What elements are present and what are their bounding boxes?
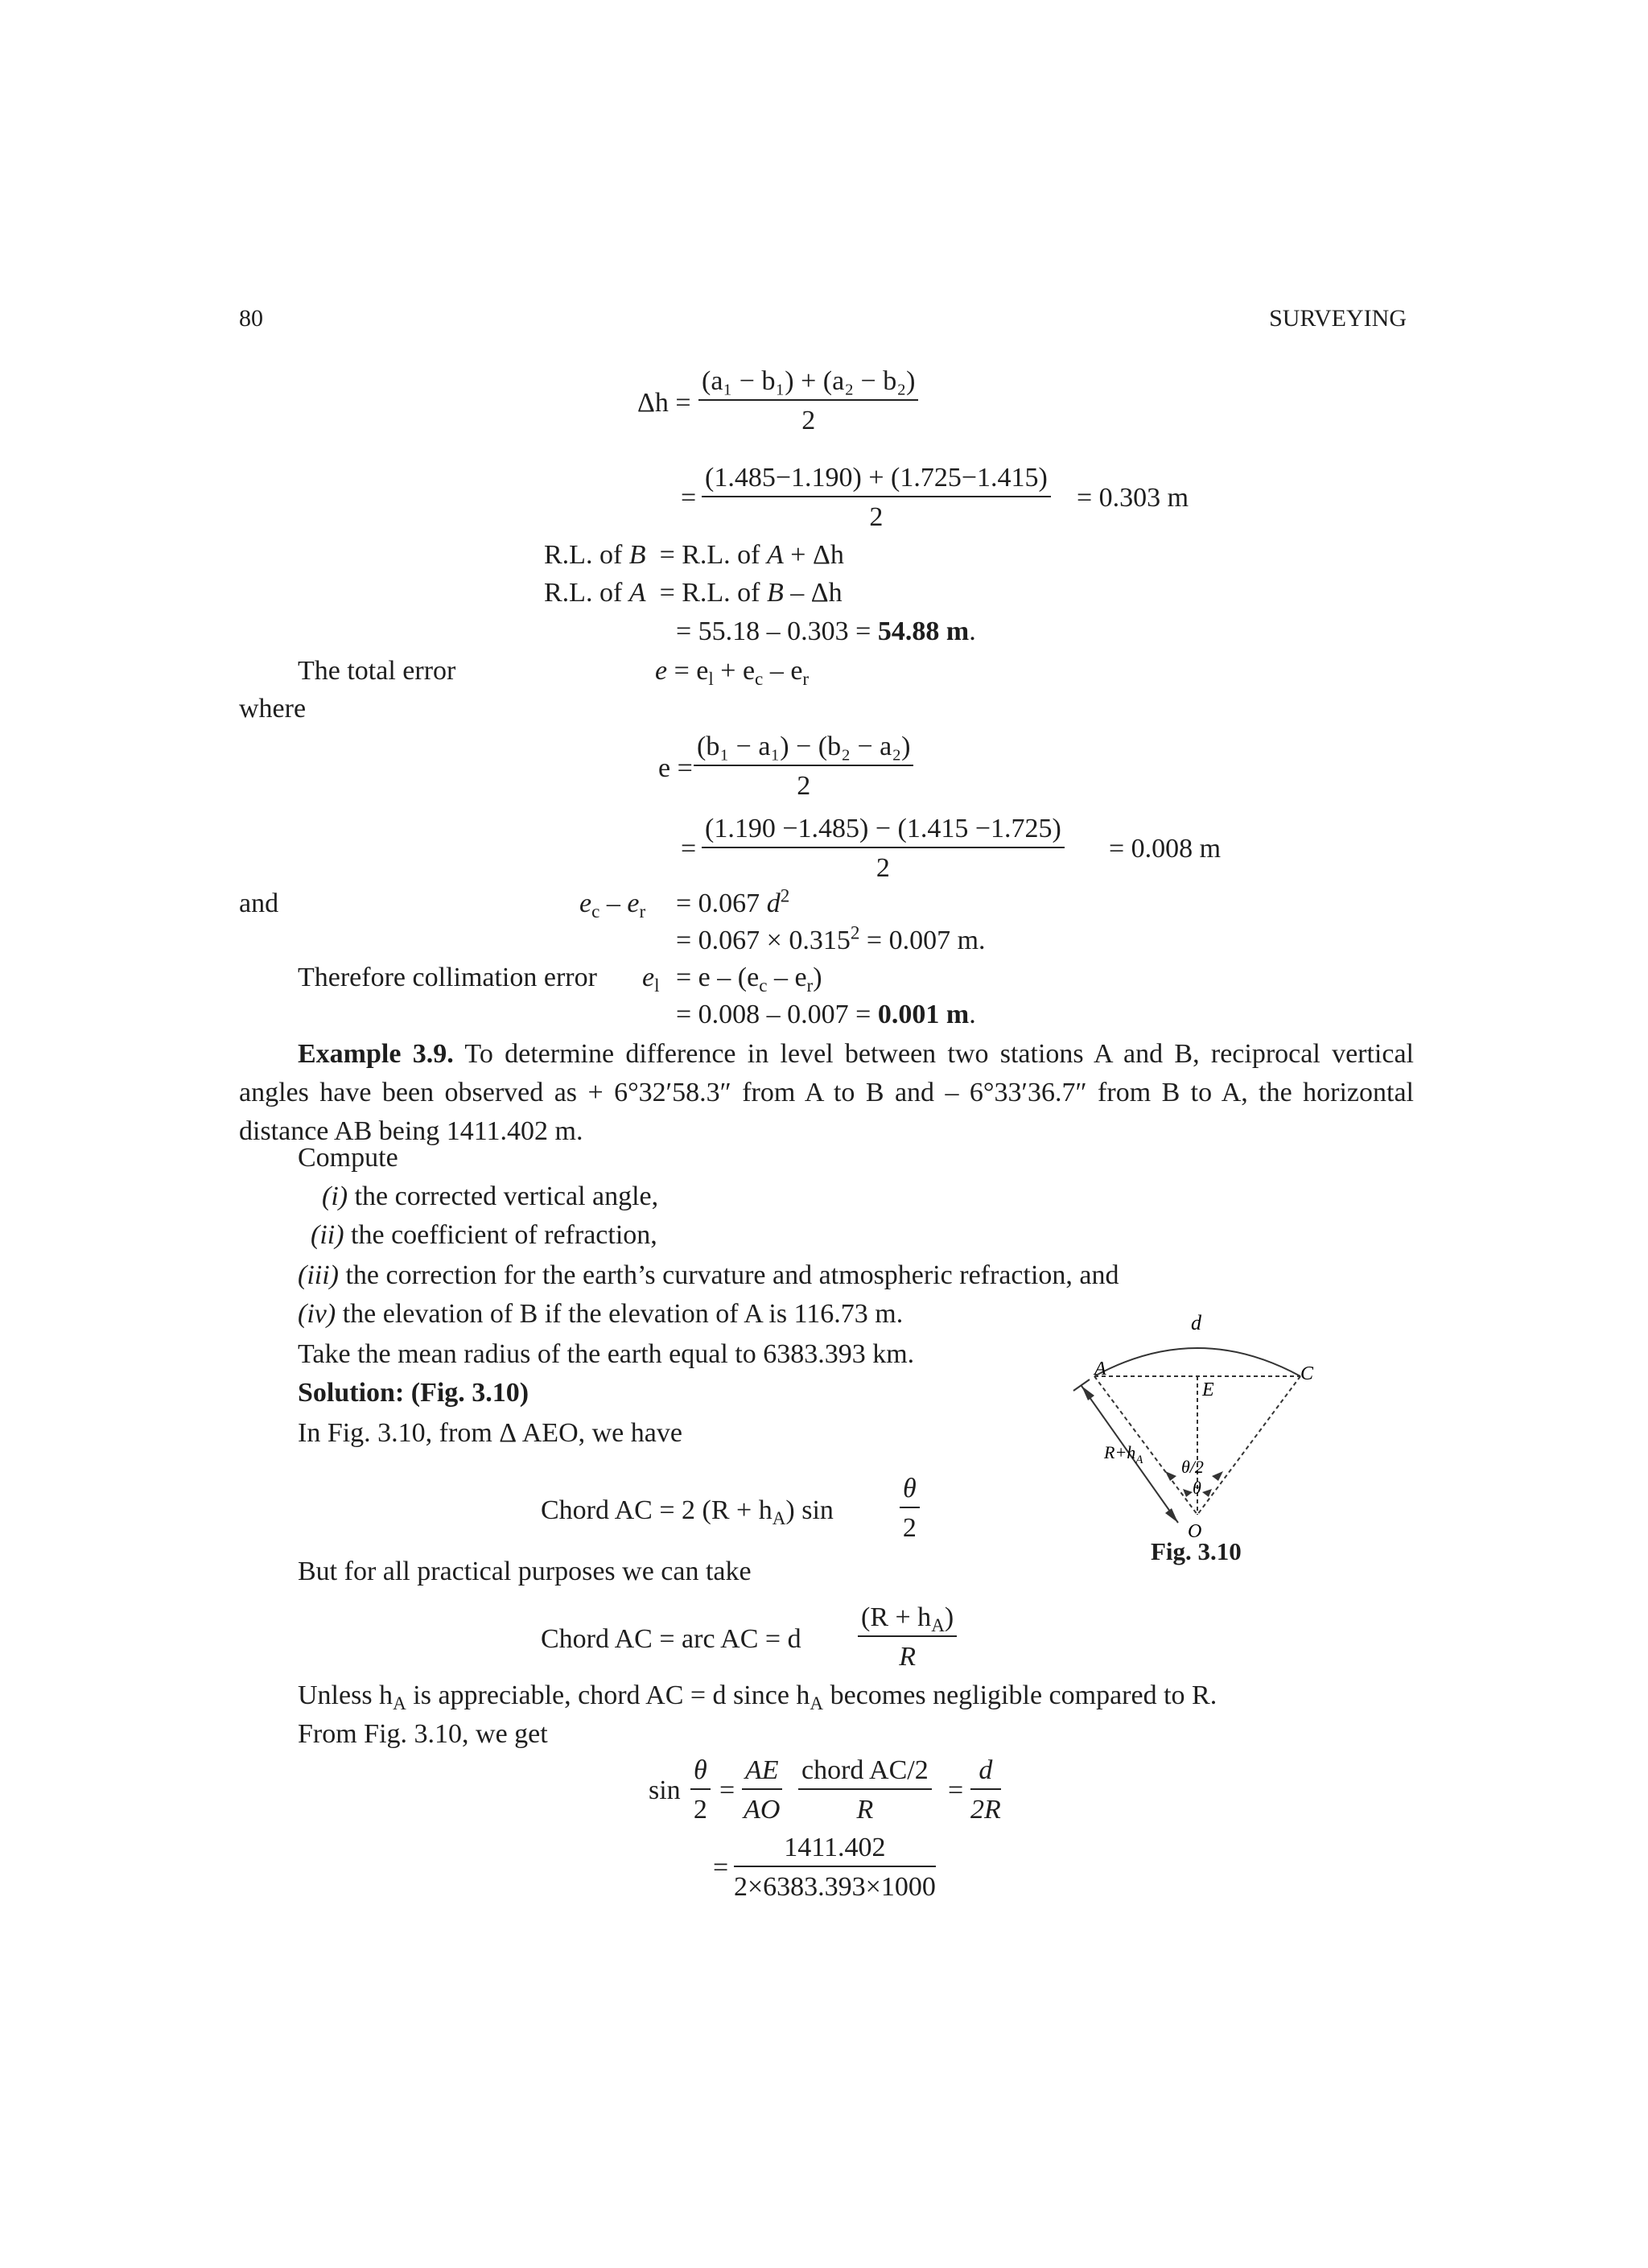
angle-arrow-2 xyxy=(1212,1471,1223,1481)
rl-line-2: R.L. of A = R.L. of B – Δh xyxy=(544,578,843,608)
take-radius: Take the mean radius of the earth equal to 6383.393 km. xyxy=(298,1339,915,1369)
e-fraction xyxy=(694,729,913,805)
angle-arrow-3 xyxy=(1183,1489,1193,1497)
d-2r-fraction: d 2R xyxy=(970,1755,1001,1825)
e-numeric-fraction xyxy=(702,811,1065,887)
dimension-arrow-top xyxy=(1082,1386,1094,1400)
e-numerator: (b₁ − a₁) − (b₂ − a₂) xyxy=(697,732,911,761)
label-a: A xyxy=(1094,1359,1106,1379)
sin-eq-2: = xyxy=(948,1775,964,1805)
delta-h-numerator: (a₁ − b₁) + (a₂ − b₂) xyxy=(702,366,916,396)
collimation-label: Therefore collimation error xyxy=(298,963,597,992)
label-theta: θ xyxy=(1193,1478,1201,1498)
compute-item-2: (ii) the coefficient of refraction, xyxy=(311,1220,657,1250)
solution-intro: In Fig. 3.10, from Δ AEO, we have xyxy=(298,1418,682,1448)
chord-equation-1: Chord AC = 2 $(R + h_A)$ sin xyxy=(541,1495,834,1529)
e-numeric-denominator: 2 xyxy=(876,853,890,883)
sin-eq-1: = xyxy=(719,1775,735,1805)
value-eq: = xyxy=(713,1853,729,1882)
value-fraction: 1411.402 2×6383.393×1000 xyxy=(734,1833,936,1902)
rl-line-1: R.L. of B = R.L. of A + Δh xyxy=(544,540,844,570)
compute-item-4: (iv) the elevation of B if the elevation of A is 116.73 m. xyxy=(298,1299,904,1329)
label-o: O xyxy=(1188,1521,1202,1542)
delta-h-numeric-numerator: (1.485−1.190) + (1.725−1.415) xyxy=(705,463,1048,493)
e-result: = 0.008 m xyxy=(1109,834,1222,864)
compute-label: Compute xyxy=(298,1143,398,1173)
where-label: where xyxy=(239,694,307,724)
total-error-label: The total error xyxy=(298,656,456,686)
e-numeric-numerator: (1.190 −1.485) − (1.415 −1.725) xyxy=(705,814,1061,843)
chord-r-fraction: chord AC/2 R xyxy=(798,1753,932,1829)
chord-equation-2: Chord AC = arc AC = d xyxy=(541,1624,801,1654)
delta-h-denominator: 2 xyxy=(801,406,816,435)
dimension-arrow-bottom xyxy=(1165,1508,1178,1523)
angle-arrow-1 xyxy=(1165,1471,1176,1481)
arc-ac xyxy=(1094,1348,1300,1376)
label-r-ha: $R+h_A$ xyxy=(1104,1442,1143,1466)
unless-sentence: Unless $h_A$ is appreciable, chord AC = d since $h_A$ becomes negligible compared to R. xyxy=(298,1680,1217,1714)
angle-arrow-4 xyxy=(1202,1489,1212,1497)
ec-er-line-1: = 0.067 $d^2$ xyxy=(676,885,790,918)
label-theta-half: θ/2 xyxy=(1181,1457,1204,1477)
delta-h-lhs: Δh = xyxy=(637,388,691,418)
example-text: To determine difference in level between two stations A and B, reciprocal vertical angles have been observed as + 6°32′58.3″ from A to B and – 6°33′36.7″ from B to A, the horizontal distance AB being 1411.402 m. xyxy=(239,1039,1415,1146)
ae-ao-fraction: AE AO xyxy=(742,1753,782,1829)
theta-over-2-fraction-1: θ 2 xyxy=(900,1471,920,1547)
collimation-line-2: = 0.008 – 0.007 = 0.001 m. xyxy=(676,1000,976,1029)
running-title: SURVEYING xyxy=(1269,305,1407,332)
rl-line-3: = 55.18 – 0.303 = 54.88 m. xyxy=(676,616,976,646)
chord-arc-fraction: $(R + h_A)$ R xyxy=(858,1600,957,1676)
compute-item-3: (iii) the correction for the earth’s curvature and atmospheric refraction, and xyxy=(298,1260,1119,1290)
e-denominator: 2 xyxy=(797,771,811,801)
label-d: d xyxy=(1191,1311,1201,1334)
and-label: and xyxy=(239,889,279,918)
delta-h-numeric-fraction xyxy=(702,460,1051,536)
from-fig-sentence: From Fig. 3.10, we get xyxy=(298,1719,548,1749)
figure-caption: Fig. 3.10 xyxy=(1151,1537,1242,1565)
page-number: 80 xyxy=(239,305,263,332)
delta-h-result: = 0.303 m xyxy=(1077,483,1189,513)
practical-purposes: But for all practical purposes we can take xyxy=(298,1557,752,1586)
label-c: C xyxy=(1300,1363,1314,1384)
solution-label: Solution: (Fig. 3.10) xyxy=(298,1378,529,1408)
delta-h-fraction xyxy=(698,364,918,439)
delta-h-numeric-denominator: 2 xyxy=(869,502,884,532)
ec-er-lhs: $e_c - e_r$ xyxy=(579,889,646,922)
example-title: Example 3.9. xyxy=(298,1039,454,1069)
ec-er-line-2: = $0.067 \times 0.315^2 = 0.007$ m. xyxy=(676,922,986,955)
total-error-equation: $e = e_l + e_c - e_r$ xyxy=(655,656,810,690)
e-lhs: e = xyxy=(658,753,693,783)
label-e: E xyxy=(1202,1379,1214,1400)
sin-theta-fraction: θ 2 xyxy=(690,1753,711,1829)
e-eq: = xyxy=(681,834,697,864)
collimation-lhs: $e_l$ xyxy=(642,963,660,996)
collimation-line-1: = e – $(e_c - e_r)$ xyxy=(676,963,822,996)
dimension-tick xyxy=(1073,1379,1090,1391)
sin-label: sin xyxy=(649,1775,681,1805)
compute-item-1: (i) the corrected vertical angle, xyxy=(322,1181,659,1211)
figure-3-10 xyxy=(1070,1312,1312,1545)
delta-h-eq: = xyxy=(681,483,697,513)
example-paragraph xyxy=(239,1035,1414,1151)
